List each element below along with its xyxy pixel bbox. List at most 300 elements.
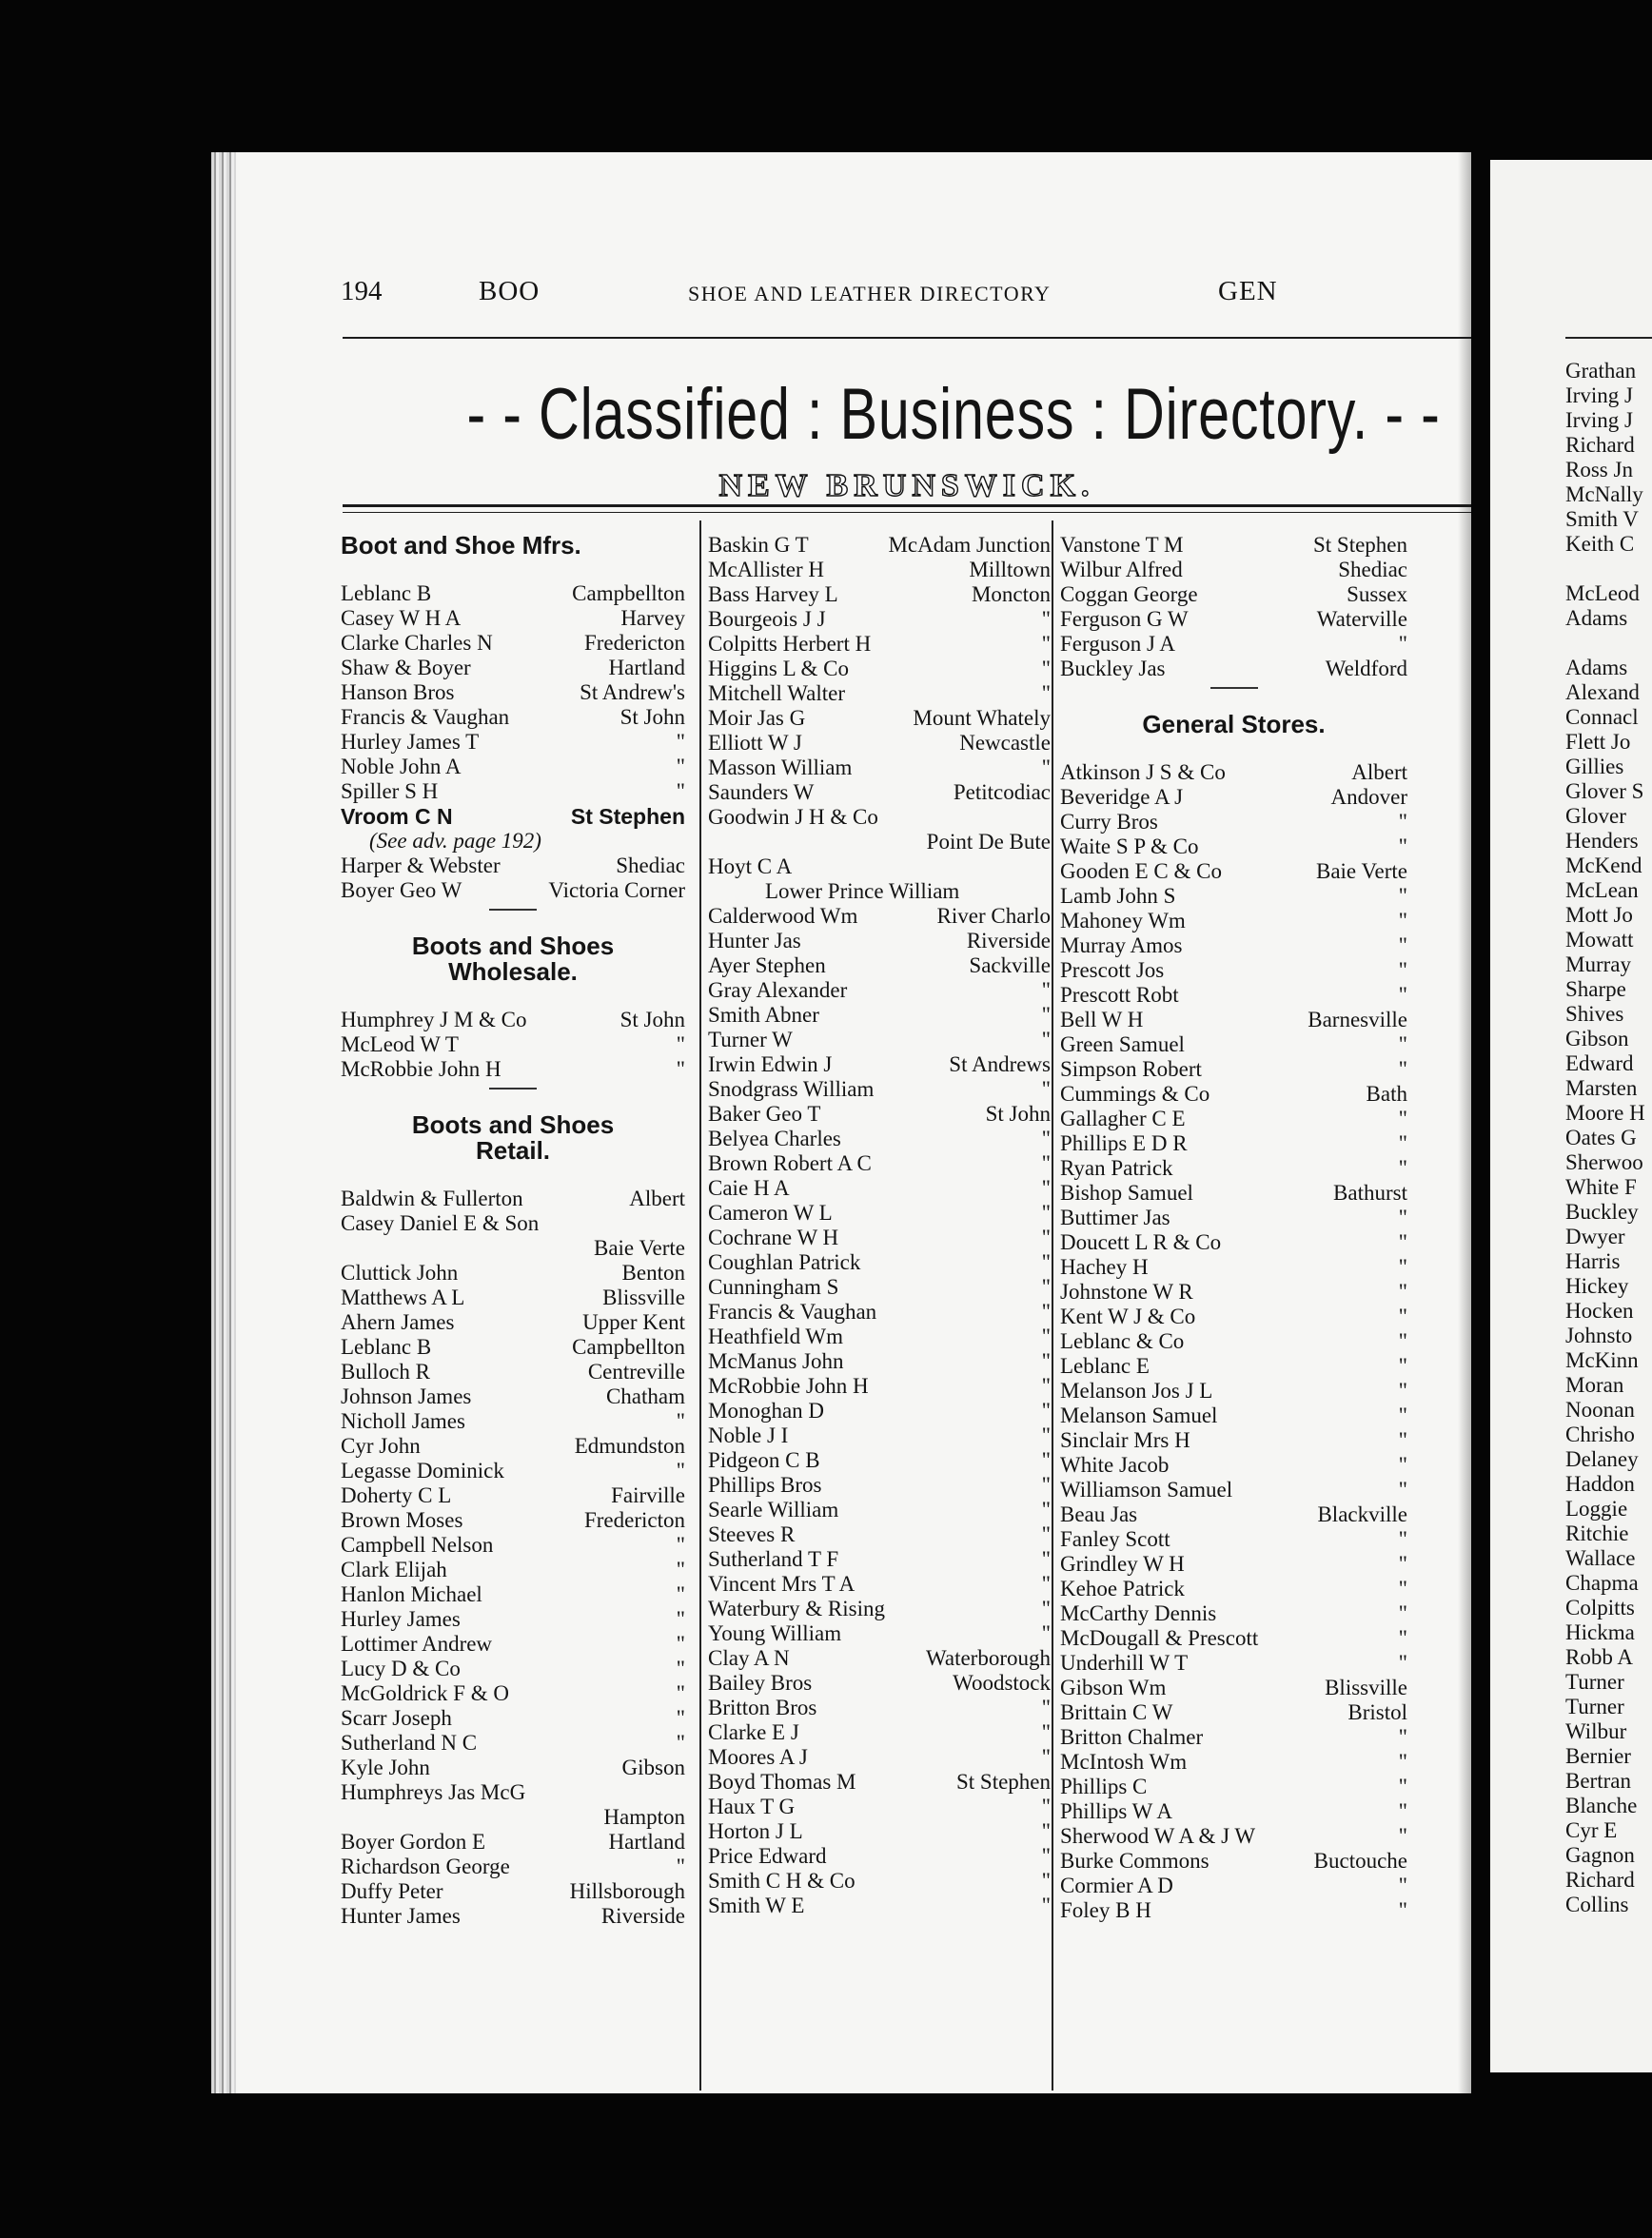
listing-name: Kyle John	[341, 1756, 430, 1779]
listing-location: "	[676, 1855, 685, 1878]
listing-entry	[341, 1879, 685, 1904]
advert-note	[341, 829, 685, 854]
listing-location: Shediac	[616, 854, 685, 877]
listing-location: "	[1398, 1107, 1407, 1130]
facing-page-entry: Turner	[1565, 1695, 1624, 1718]
listing-name: Atkinson J S & Co	[1060, 760, 1226, 784]
listing-location: "	[676, 1533, 685, 1557]
listing-location: Hartland	[608, 656, 685, 679]
listing-location: St Stephen	[955, 1770, 1051, 1794]
section-heading: Boots and Shoes	[411, 1110, 615, 1139]
listing-location: Andover	[1330, 785, 1407, 809]
listing-entry	[1060, 1874, 1407, 1898]
listing-name: Nicholl James	[341, 1409, 465, 1433]
facing-page-entry: Keith C	[1565, 532, 1635, 556]
listing-entry	[1060, 558, 1407, 582]
listing-entry	[708, 1052, 1051, 1077]
listing-entry	[1060, 1379, 1407, 1404]
listing-name: Sutherland T F	[708, 1547, 839, 1571]
listing-name: Phillips C	[1060, 1775, 1148, 1798]
listing-entry	[341, 1558, 685, 1582]
listing-location: "	[1398, 1032, 1407, 1056]
facing-page-entry: Harris	[1565, 1249, 1621, 1273]
listing-entry	[708, 805, 1051, 830]
listing-entry	[708, 780, 1051, 805]
listing-location: Hillsborough	[569, 1879, 685, 1903]
listing-name: Curry Bros	[1060, 810, 1158, 834]
section-heading: Boots and Shoes	[411, 932, 615, 960]
listing-name: Sinclair Mrs H	[1060, 1428, 1190, 1452]
listing-name: Cochrane W H	[708, 1226, 839, 1249]
listing-entry	[708, 1498, 1051, 1522]
listing-entry	[708, 1374, 1051, 1399]
listing-name: Calderwood Wm	[708, 904, 858, 928]
listing-location: Hartland	[608, 1830, 685, 1854]
listing-name: Duffy Peter	[341, 1879, 443, 1903]
page-subtitle: NEW BRUNSWICK.	[718, 468, 1095, 503]
listing-name: Green Samuel	[1060, 1032, 1185, 1056]
listing-name: McRobbie John H	[341, 1057, 502, 1081]
facing-page-entry: Chrisho	[1565, 1423, 1635, 1446]
listing-entry	[1060, 1057, 1407, 1082]
listing-entry	[708, 953, 1051, 978]
listing-entry	[708, 1226, 1051, 1250]
listing-location: "	[1041, 1077, 1051, 1101]
header-left-keyword: BOO	[479, 276, 541, 306]
facing-page-entry: Delaney	[1565, 1447, 1639, 1471]
listing-location: "	[1041, 1498, 1051, 1521]
listing-location: "	[1398, 1750, 1407, 1774]
listing-name: McRobbie John H	[708, 1374, 869, 1398]
listing-entry	[708, 731, 1051, 756]
listing-entry	[341, 779, 685, 804]
listing-entry	[341, 1409, 685, 1434]
listing-name: Brown Moses	[341, 1508, 463, 1532]
listing-name: Higgins L & Co	[708, 657, 850, 680]
listing-location: "	[1398, 810, 1407, 834]
listing-name: Clay A N	[708, 1646, 790, 1670]
listing-name: Snodgrass William	[708, 1077, 875, 1101]
listing-name: Belyea Charles	[708, 1127, 841, 1150]
facing-page-entry: Dwyer	[1565, 1225, 1625, 1248]
directory-column-3	[1060, 533, 1407, 1923]
listing-location: "	[1041, 1226, 1051, 1249]
listing-location: "	[676, 1731, 685, 1755]
listing-name: Vanstone T M	[1060, 533, 1184, 557]
listing-entry	[1060, 1898, 1407, 1923]
listing-location: Bristol	[1347, 1700, 1407, 1724]
listing-name: Johnstone W R	[1060, 1280, 1193, 1304]
listing-entry	[708, 706, 1051, 731]
listing-location: Point De Bute	[926, 830, 1051, 854]
listing-entry	[708, 1102, 1051, 1127]
facing-page-entry: Murray	[1565, 952, 1631, 976]
facing-page-entry: Ritchie	[1565, 1521, 1629, 1545]
listing-location: "	[1041, 1696, 1051, 1719]
listing-entry	[1060, 607, 1407, 632]
listing-entry	[708, 1448, 1051, 1473]
listing-entry	[708, 978, 1051, 1003]
listing-entry	[708, 1894, 1051, 1918]
listing-location: Mount Whately	[913, 706, 1051, 730]
listing-location: "	[1041, 632, 1051, 656]
listing-name: Clarke E J	[708, 1720, 799, 1744]
facing-page-entry: Gibson	[1565, 1027, 1629, 1050]
listing-entry	[1060, 1354, 1407, 1379]
listing-location: Fredericton	[583, 631, 685, 655]
listing-entry	[708, 1028, 1051, 1052]
listing-entry	[708, 1572, 1051, 1597]
listing-location: Milltown	[969, 558, 1051, 581]
listing-name: Richardson George	[341, 1855, 510, 1878]
listing-name: Melanson Samuel	[1060, 1404, 1218, 1427]
listing-name: Shaw & Boyer	[341, 656, 471, 679]
facing-page-entry: Moran	[1565, 1373, 1624, 1397]
listing-entry	[341, 1632, 685, 1657]
listing-entry	[708, 1819, 1051, 1844]
listing-entry	[708, 1349, 1051, 1374]
listing-location: "	[1041, 1522, 1051, 1546]
facing-page-entry: Irving J	[1565, 383, 1633, 407]
listing-continuation	[341, 1236, 685, 1261]
listing-name: Legasse Dominick	[341, 1459, 504, 1482]
listing-entry	[341, 1830, 685, 1855]
listing-name: Casey Daniel E & Son	[341, 1211, 540, 1235]
listing-name: Scarr Joseph	[341, 1706, 452, 1730]
facing-page-entry: Sherwoo	[1565, 1150, 1643, 1174]
listing-entry	[1060, 1255, 1407, 1280]
facing-page-entry: Noonan	[1565, 1398, 1635, 1422]
listing-entry	[341, 804, 685, 829]
listing-entry	[341, 1032, 685, 1057]
listing-name: Gibson Wm	[1060, 1676, 1167, 1699]
listing-name: Spiller S H	[341, 779, 439, 803]
listing-location: Benton	[621, 1261, 685, 1285]
facing-page-entry: McKend	[1565, 854, 1642, 877]
page-title: - - Classified : Business : Directory. - -	[466, 374, 1441, 455]
listing-location: "	[676, 1459, 685, 1482]
listing-entry	[708, 929, 1051, 953]
listing-name: Noble J I	[708, 1423, 789, 1447]
facing-page-entry: White F	[1565, 1175, 1637, 1199]
listing-entry	[708, 1621, 1051, 1646]
listing-name: Beau Jas	[1060, 1502, 1138, 1526]
listing-name: Leblanc & Co	[1060, 1329, 1185, 1353]
listing-name: Vroom C N	[341, 804, 453, 829]
listing-name: Cluttick John	[341, 1261, 459, 1285]
listing-location: "	[1398, 1255, 1407, 1279]
listing-entry	[341, 1582, 685, 1607]
listing-location: Centreville	[587, 1360, 685, 1384]
listing-name: Fanley Scott	[1060, 1527, 1170, 1551]
listing-entry	[1060, 1552, 1407, 1577]
listing-entry	[1060, 1082, 1407, 1107]
listing-entry	[1060, 1700, 1407, 1725]
listing-name: McGoldrick F & O	[341, 1681, 509, 1705]
facing-page-entry: Oates G	[1565, 1126, 1637, 1149]
listing-location: "	[1398, 1799, 1407, 1823]
facing-page-entry: Irving J	[1565, 408, 1633, 432]
listing-entry	[1060, 1577, 1407, 1601]
listing-entry	[1060, 933, 1407, 958]
listing-name: Hanlon Michael	[341, 1582, 482, 1606]
listing-name: Brittain C W	[1060, 1700, 1173, 1724]
listing-name: Smith C H & Co	[708, 1869, 856, 1893]
listing-location: "	[1398, 1156, 1407, 1180]
listing-location: "	[1398, 1131, 1407, 1155]
listing-entry	[708, 1423, 1051, 1448]
listing-name: Bell W H	[1060, 1008, 1144, 1031]
listing-name: Humphreys Jas McG	[341, 1780, 526, 1804]
listing-name: Buttimer Jas	[1060, 1206, 1170, 1229]
listing-name: Heathfield Wm	[708, 1325, 843, 1348]
listing-location: "	[1398, 958, 1407, 982]
facing-page-entry: Johnsto	[1565, 1324, 1633, 1347]
listing-location: Fairville	[611, 1483, 685, 1507]
section-heading: Retail.	[475, 1136, 551, 1165]
listing-name: Ayer Stephen	[708, 953, 826, 977]
listing-name: Ahern James	[341, 1310, 455, 1334]
facing-page-entry	[1565, 631, 1645, 656]
listing-location: "	[1398, 1626, 1407, 1650]
listing-location: Chatham	[605, 1384, 685, 1408]
listing-location: Newcastle	[959, 731, 1051, 755]
listing-name: Coggan George	[1060, 582, 1198, 606]
listing-entry	[708, 1473, 1051, 1498]
listing-entry	[708, 607, 1051, 632]
listing-location: "	[1041, 1572, 1051, 1596]
listing-entry	[1060, 909, 1407, 933]
column-divider-1	[699, 520, 701, 2091]
listing-entry	[1060, 1131, 1407, 1156]
listing-name: Phillips Bros	[708, 1473, 822, 1497]
listing-name: Prescott Jos	[1060, 958, 1165, 982]
listing-continuation	[708, 830, 1051, 854]
listing-entry	[1060, 1750, 1407, 1775]
listing-name: Waterbury & Rising	[708, 1597, 885, 1620]
facing-page-entry: Robb A	[1565, 1645, 1633, 1669]
listing-entry	[1060, 785, 1407, 810]
listing-name: Gooden E C & Co	[1060, 859, 1222, 883]
listing-name: Horton J L	[708, 1819, 803, 1843]
listing-entry	[341, 1706, 685, 1731]
listing-location: "	[1041, 1547, 1051, 1571]
spacer	[341, 1164, 685, 1187]
listing-entry	[1060, 884, 1407, 909]
listing-location: Edmundston	[574, 1434, 685, 1458]
listing-entry	[708, 657, 1051, 681]
listing-entry	[341, 1286, 685, 1310]
listing-location: Riverside	[600, 1904, 685, 1928]
listing-name: Bourgeois J J	[708, 607, 826, 631]
listing-location: Upper Kent	[582, 1310, 685, 1334]
listing-location: River Charlo	[936, 904, 1051, 928]
listing-location: "	[1041, 1349, 1051, 1373]
facing-page-entry: Bernier	[1565, 1744, 1631, 1768]
listing-entry	[708, 1671, 1051, 1696]
facing-page-entry: Shives	[1565, 1002, 1624, 1026]
section-rule	[489, 909, 537, 911]
listing-name: Cummings & Co	[1060, 1082, 1210, 1106]
listing-location: Weldford	[1325, 657, 1407, 680]
listing-location: St John	[620, 1008, 685, 1031]
listing-name: Moores A J	[708, 1745, 808, 1769]
section-heading: General Stores.	[1142, 710, 1326, 738]
listing-entry	[708, 1003, 1051, 1028]
listing-entry	[708, 681, 1051, 706]
listing-location: Bathurst	[1333, 1181, 1407, 1205]
listing-entry	[341, 1384, 685, 1409]
listing-name: Doucett L R & Co	[1060, 1230, 1222, 1254]
listing-entry	[341, 1261, 685, 1286]
listing-entry	[1060, 958, 1407, 983]
listing-name: McDougall & Prescott	[1060, 1626, 1259, 1650]
facing-page-list	[1565, 359, 1645, 1917]
listing-entry	[1060, 1230, 1407, 1255]
facing-page-fragment	[1490, 160, 1652, 2072]
listing-entry	[708, 854, 1051, 879]
listing-name: Smith Abner	[708, 1003, 819, 1027]
listing-name: Searle William	[708, 1498, 839, 1521]
listing-location: St Stephen	[1312, 533, 1407, 557]
listing-location: Bath	[1366, 1082, 1407, 1106]
listing-location: "	[1398, 1428, 1407, 1452]
listing-entry	[708, 1325, 1051, 1349]
listing-location: "	[1398, 1057, 1407, 1081]
listing-location: "	[676, 1558, 685, 1581]
facing-page-entry: Wilbur	[1565, 1719, 1627, 1743]
listing-name: Williamson Samuel	[1060, 1478, 1233, 1502]
listing-location: "	[1398, 909, 1407, 932]
listing-entry	[341, 1335, 685, 1360]
listing-name: Goodwin J H & Co	[708, 805, 878, 829]
listing-location: "	[1398, 884, 1407, 908]
facing-page-entry: Flett Jo	[1565, 730, 1631, 754]
listing-name: Lamb John S	[1060, 884, 1176, 908]
listing-location: Barnesville	[1308, 1008, 1407, 1031]
listing-entry	[341, 1756, 685, 1780]
facing-page-entry: Ross Jn	[1565, 458, 1633, 481]
listing-name: Francis & Vaughan	[708, 1300, 877, 1324]
listing-location: "	[1398, 1230, 1407, 1254]
facing-page-entry: Glover S	[1565, 779, 1644, 803]
title-rule-thin	[343, 512, 1471, 513]
listing-entry	[341, 581, 685, 606]
listing-location: "	[1398, 1898, 1407, 1922]
listing-name: Hunter James	[341, 1904, 461, 1928]
listing-name: Francis & Vaughan	[341, 705, 510, 729]
listing-location: "	[1398, 1775, 1407, 1798]
listing-location: McAdam Junction	[888, 533, 1051, 557]
listing-entry	[1060, 1453, 1407, 1478]
listing-name: Bass Harvey L	[708, 582, 838, 606]
listing-location: "	[1041, 1325, 1051, 1348]
facing-page-entry: Mott Jo	[1565, 903, 1633, 927]
listing-name: Wilbur Alfred	[1060, 558, 1183, 581]
listing-entry	[1060, 1181, 1407, 1206]
listing-entry	[1060, 1156, 1407, 1181]
section-rule	[489, 1088, 537, 1090]
listing-name: Sherwood W A & J W	[1060, 1824, 1256, 1848]
listing-name: Hanson Bros	[341, 680, 455, 704]
facing-page-entry: McLeod	[1565, 581, 1640, 605]
listing-entry	[708, 582, 1051, 607]
listing-entry	[1060, 1601, 1407, 1626]
section-heading: Wholesale.	[448, 957, 578, 986]
listing-name: Irwin Edwin J	[708, 1052, 833, 1076]
listing-location: "	[1041, 657, 1051, 680]
listing-entry	[708, 1770, 1051, 1795]
listing-location: "	[1041, 1423, 1051, 1447]
listing-name: Casey W H A	[341, 606, 462, 630]
listing-location: "	[1398, 1478, 1407, 1502]
listing-location: Petitcodiac	[953, 780, 1051, 804]
listing-location: "	[676, 779, 685, 803]
listing-entry	[708, 1300, 1051, 1325]
listing-entry	[341, 730, 685, 755]
listing-location: "	[1041, 1869, 1051, 1893]
listing-name: Bulloch R	[341, 1360, 430, 1384]
facing-page-entry: Adams	[1565, 656, 1628, 679]
listing-entry	[341, 631, 685, 656]
listing-entry	[341, 755, 685, 779]
listing-location: "	[1041, 1300, 1051, 1324]
listing-name: White Jacob	[1060, 1453, 1170, 1477]
listing-name: Murray Amos	[1060, 933, 1183, 957]
listing-name: Mahoney Wm	[1060, 909, 1186, 932]
listing-location: "	[1398, 983, 1407, 1007]
header-rule	[343, 337, 1471, 339]
listing-name: McLeod W T	[341, 1032, 459, 1056]
facing-page-entry: Haddon	[1565, 1472, 1635, 1496]
listing-name: Pidgeon C B	[708, 1448, 820, 1472]
listing-entry	[341, 1187, 685, 1211]
listing-entry	[341, 878, 685, 903]
listing-entry	[341, 1434, 685, 1459]
listing-location: Moncton	[971, 582, 1051, 606]
listing-entry	[708, 756, 1051, 780]
listing-entry	[1060, 810, 1407, 834]
listing-entry	[341, 1681, 685, 1706]
listing-location: "	[1041, 1473, 1051, 1497]
listing-name: Turner W	[708, 1028, 793, 1051]
listing-name: Humphrey J M & Co	[341, 1008, 527, 1031]
listing-name: Waite S P & Co	[1060, 834, 1199, 858]
listing-name: Matthews A L	[341, 1286, 465, 1309]
listing-location: "	[1041, 1003, 1051, 1027]
listing-location: "	[1398, 1404, 1407, 1427]
listing-name: Price Edward	[708, 1844, 827, 1868]
listing-entry	[708, 558, 1051, 582]
listing-entry	[341, 1657, 685, 1681]
listing-entry	[708, 1745, 1051, 1770]
listing-entry	[1060, 657, 1407, 681]
listing-name: Caie H A	[708, 1176, 790, 1200]
listing-entry	[708, 1720, 1051, 1745]
listing-name: Mitchell Walter	[708, 681, 845, 705]
listing-entry	[1060, 1428, 1407, 1453]
listing-name: Clark Elijah	[341, 1558, 447, 1581]
listing-name: Hachey H	[1060, 1255, 1149, 1279]
listing-location: "	[676, 1632, 685, 1656]
listing-location: Buctouche	[1313, 1849, 1407, 1873]
listing-location: Blackville	[1317, 1502, 1407, 1526]
spacer	[341, 985, 685, 1008]
listing-location: "	[1041, 1201, 1051, 1225]
page-number: 194	[341, 276, 383, 306]
listing-name: Coughlan Patrick	[708, 1250, 861, 1274]
listing-location: "	[1041, 1176, 1051, 1200]
